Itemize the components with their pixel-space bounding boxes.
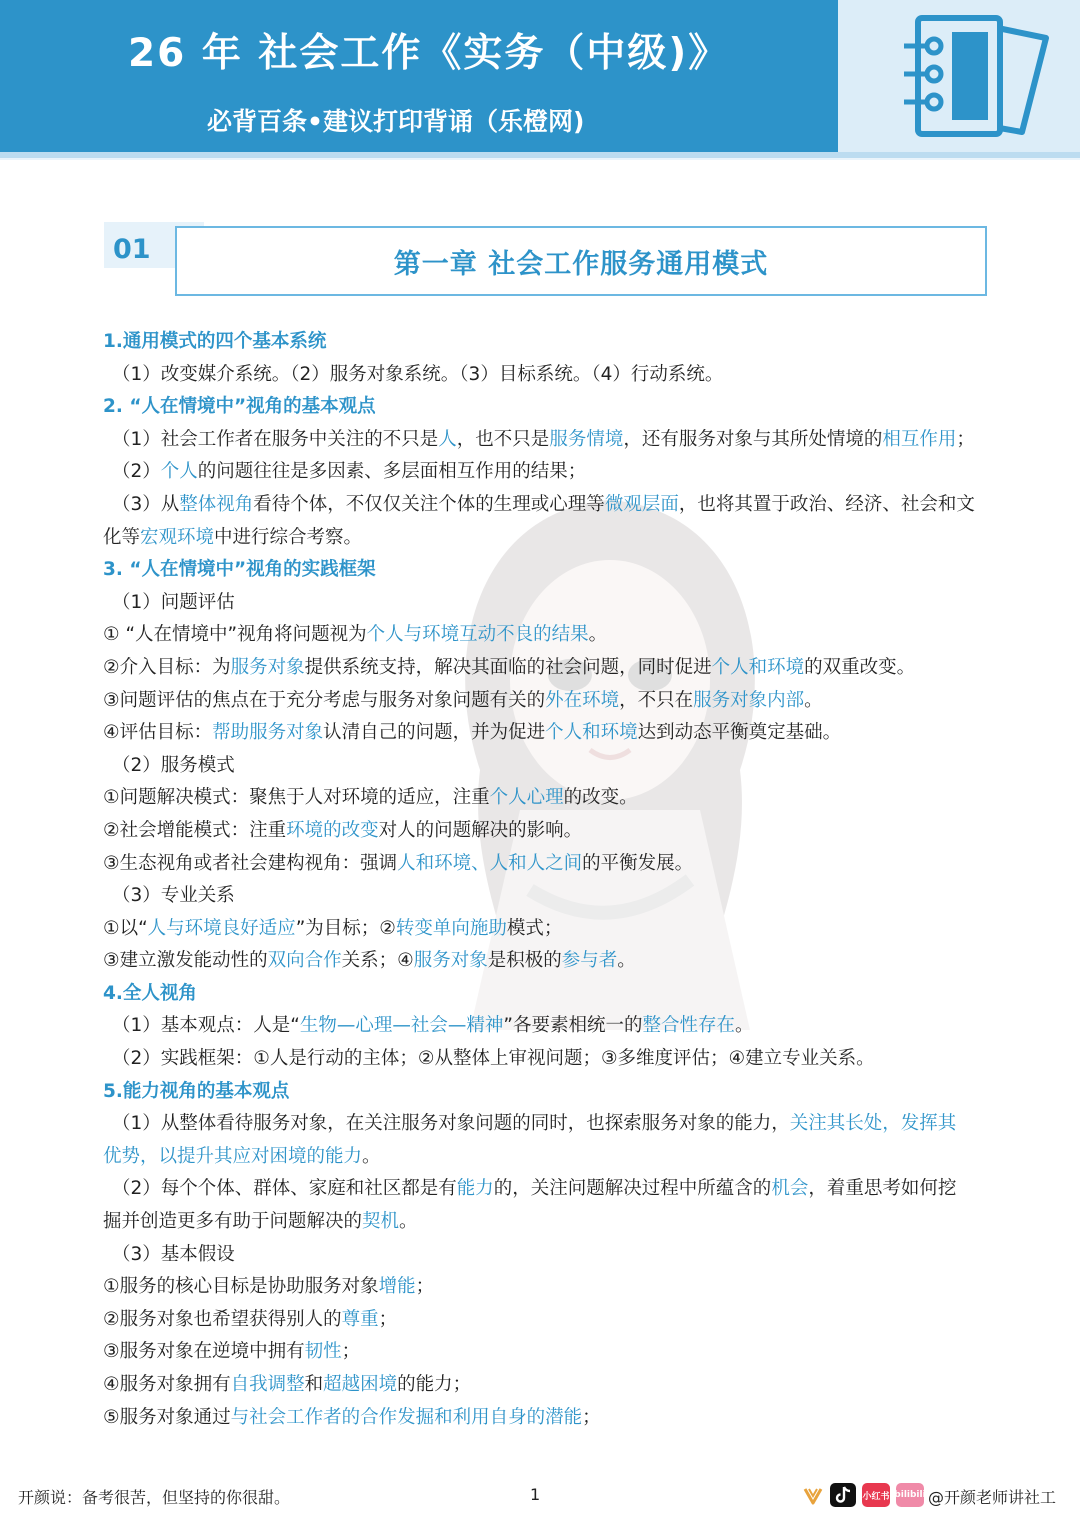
line-text: 关系；④ bbox=[341, 950, 414, 972]
bilibili-label: bilibili bbox=[894, 1490, 926, 1500]
highlight-text: 个人 bbox=[160, 461, 198, 483]
line-text: ③建立激发能动性的 bbox=[103, 950, 268, 972]
line-text: ，也将其置于政治、经济、社会和文 bbox=[678, 493, 975, 515]
line-text: （3）基本假设 bbox=[112, 1243, 235, 1265]
line-text: 。 bbox=[617, 950, 636, 972]
header bbox=[0, 0, 1080, 160]
line-text: ”为目标；② bbox=[295, 917, 396, 939]
line-text: （3）专业关系 bbox=[112, 885, 235, 907]
line-text: ③生态视角或者社会建构视角：强调 bbox=[103, 852, 398, 874]
line-text: ，也不只是 bbox=[456, 428, 550, 450]
highlight-text: 人与环境良好适应 bbox=[147, 917, 296, 939]
line-text: ； bbox=[378, 1308, 398, 1330]
line-text: 中进行综合考察。 bbox=[214, 526, 363, 548]
line-text: 5.能力视角的基本观点 bbox=[103, 1080, 290, 1102]
line-text: 的，关注问题解决过程中所蕴含的 bbox=[493, 1178, 772, 1200]
line-text: ②服务对象也希望获得别人的 bbox=[103, 1308, 342, 1330]
line-text: 2. “人在情境中”视角的基本观点 bbox=[103, 396, 376, 418]
line-text: （2）实践框架：①人是行动的主体；②从整体上审视问题；③多维度评估；④建立专业关系。 bbox=[112, 1048, 875, 1070]
line-text: ⑤服务对象通过 bbox=[103, 1406, 231, 1428]
xiaohongshu-icon bbox=[862, 1483, 890, 1507]
content-line bbox=[103, 1271, 993, 1304]
highlight-text: 优势，以提升其应对困境的能力 bbox=[103, 1145, 363, 1167]
content-line bbox=[103, 880, 993, 913]
line-text: 提供系统支持，解决其面临的社会问题，同时促进 bbox=[304, 656, 712, 678]
content-line bbox=[103, 522, 993, 555]
line-text: ②介入目标：为 bbox=[103, 656, 231, 678]
highlight-text: 能力 bbox=[456, 1178, 494, 1200]
footer-account: @开颜老师讲社工 bbox=[928, 1488, 1057, 1507]
line-text: 。 bbox=[399, 1211, 418, 1233]
line-text: ③问题评估的焦点在于充分考虑与服务对象问题有关的 bbox=[103, 689, 546, 711]
line-text: ③服务对象在逆境中拥有 bbox=[103, 1341, 305, 1363]
content-line bbox=[103, 1206, 993, 1239]
line-text: （1）问题评估 bbox=[112, 591, 235, 613]
section-heading bbox=[103, 554, 993, 587]
bilibili-icon bbox=[896, 1483, 924, 1507]
line-text: ； bbox=[415, 1276, 435, 1298]
line-text: 的能力； bbox=[397, 1374, 472, 1395]
line-text: 4.全人视角 bbox=[103, 982, 197, 1004]
line-text: 掘并创造更多有助于问题解决的 bbox=[103, 1211, 363, 1233]
content-line bbox=[103, 1108, 993, 1141]
content-line bbox=[103, 815, 993, 848]
line-text: 模式； bbox=[506, 917, 563, 939]
highlight-text: 与社会工作者的合作发掘和利用自身的潜能 bbox=[230, 1406, 583, 1428]
highlight-text: 尊重 bbox=[341, 1308, 379, 1330]
section-heading bbox=[103, 978, 993, 1011]
line-text: （1）社会工作者在服务中关注的不只是 bbox=[112, 428, 439, 450]
content-line bbox=[103, 1141, 993, 1174]
highlight-text: 参与者 bbox=[561, 950, 618, 972]
content-line bbox=[103, 456, 993, 489]
line-text: 的问题往往是多因素、多层面相互作用的结果； bbox=[197, 461, 587, 483]
line-text: 3. “人在情境中”视角的实践框架 bbox=[103, 559, 376, 581]
content-line bbox=[103, 652, 993, 685]
highlight-text: 服务对象 bbox=[230, 656, 305, 678]
highlight-text: 宏观环境 bbox=[140, 526, 215, 548]
highlight-text: 双向合作 bbox=[267, 950, 342, 972]
line-text: 1.通用模式的四个基本系统 bbox=[103, 331, 327, 352]
highlight-text: 契机 bbox=[362, 1211, 400, 1233]
chapter-box bbox=[175, 226, 987, 296]
line-text: （1）改变媒介系统。（2）服务对象系统。（3）目标系统。（4）行动系统。 bbox=[112, 363, 724, 385]
highlight-text: 服务对象 bbox=[413, 950, 488, 972]
section-heading bbox=[103, 391, 993, 424]
highlight-text: 服务对象内部 bbox=[693, 689, 805, 711]
highlight-text: 个人和环境 bbox=[711, 656, 805, 678]
highlight-text: 自我调整 bbox=[230, 1374, 305, 1395]
line-text: ④评估目标： bbox=[103, 722, 213, 744]
line-text: 的双重改变。 bbox=[804, 656, 916, 678]
content-line bbox=[103, 1369, 993, 1402]
line-text: ，不只在 bbox=[619, 689, 694, 711]
line-text: （2）服务模式 bbox=[112, 754, 235, 776]
content-line bbox=[103, 848, 993, 881]
content-line bbox=[103, 1239, 993, 1272]
line-text: ”各要素相统一的 bbox=[503, 1015, 643, 1037]
content-line bbox=[103, 1010, 993, 1043]
line-text: ②社会增能模式：注重 bbox=[103, 819, 287, 841]
highlight-text: 人 bbox=[438, 428, 457, 450]
line-text: 。 bbox=[734, 1015, 754, 1037]
line-text: ①服务的核心目标是协助服务对象 bbox=[103, 1276, 379, 1298]
content-line bbox=[103, 1304, 993, 1337]
page-number: 1 bbox=[530, 1485, 541, 1504]
line-text: ④服务对象拥有 bbox=[103, 1374, 231, 1395]
highlight-text: 生物—心理—社会—精神 bbox=[299, 1015, 504, 1037]
line-text: ①问题解决模式：聚焦于人对环境的适应，注重 bbox=[103, 787, 490, 809]
line-text: ，还有服务对象与其所处情境的 bbox=[623, 428, 883, 450]
line-text: 看待个体，不仅仅关注个体的生理或心理等 bbox=[253, 493, 605, 515]
content-line bbox=[103, 619, 993, 652]
chapter-number: 01 bbox=[113, 234, 151, 265]
highlight-text: 人和环境、人和人之间 bbox=[397, 852, 583, 874]
line-text: 化等 bbox=[103, 526, 141, 548]
highlight-text: 个人与环境互动不良的结果 bbox=[366, 624, 589, 646]
section-heading bbox=[103, 1076, 993, 1109]
section-heading bbox=[103, 326, 993, 359]
highlight-text: 关注其长处，发挥其 bbox=[789, 1113, 957, 1135]
social-icons bbox=[802, 1482, 924, 1508]
highlight-text: 帮助服务对象 bbox=[212, 722, 324, 744]
highlight-text: 相互作用 bbox=[882, 428, 957, 450]
highlight-text: 个人心理 bbox=[489, 787, 564, 809]
highlight-text: 服务情境 bbox=[549, 428, 624, 450]
line-text: ； bbox=[956, 428, 975, 450]
line-text: 是积极的 bbox=[487, 950, 562, 972]
page-subtitle: 必背百条•建议打印背诵（乐橙网) bbox=[207, 107, 585, 136]
highlight-text: 机会 bbox=[771, 1178, 809, 1200]
line-text: 认清自己的问题，并为促进 bbox=[323, 722, 546, 744]
line-text: 。 bbox=[804, 689, 823, 711]
xiaohongshu-label: 小红书 bbox=[862, 1491, 890, 1502]
highlight-text: 个人和环境 bbox=[545, 722, 638, 744]
content-line bbox=[103, 359, 993, 392]
tiktok-icon bbox=[830, 1483, 856, 1507]
line-text: ，着重思考如何挖 bbox=[808, 1178, 957, 1200]
line-text: ； bbox=[582, 1406, 601, 1428]
content-line bbox=[103, 782, 993, 815]
highlight-text: 环境的改变 bbox=[286, 819, 379, 841]
line-text: 和 bbox=[304, 1374, 324, 1395]
line-text: 的平衡发展。 bbox=[582, 852, 694, 874]
content-line bbox=[103, 717, 993, 750]
line-text: 达到动态平衡奠定基础。 bbox=[637, 722, 842, 744]
highlight-text: 外在环境 bbox=[545, 689, 620, 711]
highlight-text: 超越困境 bbox=[323, 1374, 398, 1395]
highlight-text: 增能 bbox=[378, 1276, 416, 1298]
line-text: 对人的问题解决的影响。 bbox=[378, 819, 583, 841]
highlight-text: 整合性存在 bbox=[642, 1015, 735, 1037]
weibo-icon bbox=[802, 1483, 824, 1507]
content-line bbox=[103, 489, 993, 522]
content-line bbox=[103, 1336, 993, 1369]
content-line bbox=[103, 1043, 993, 1076]
content-area bbox=[103, 326, 993, 1434]
content-line bbox=[103, 685, 993, 718]
content-line bbox=[103, 913, 993, 946]
line-text: 。 bbox=[588, 624, 608, 646]
line-text: 。 bbox=[362, 1145, 381, 1167]
line-text: 的改变。 bbox=[563, 787, 638, 809]
header-stripe bbox=[0, 152, 1080, 158]
line-text: （1）基本观点：人是“ bbox=[112, 1015, 300, 1037]
line-text: ； bbox=[341, 1341, 361, 1363]
chapter-title: 第一章 社会工作服务通用模式 bbox=[393, 248, 769, 280]
content-line bbox=[103, 1402, 993, 1435]
notebook-icon bbox=[900, 14, 1050, 140]
page-title: 26 年 社会工作《实务（中级)》 bbox=[128, 31, 730, 76]
content-line bbox=[103, 1173, 993, 1206]
line-text: ①以“ bbox=[103, 917, 148, 939]
content-line bbox=[103, 587, 993, 620]
line-text: （2）每个个体、群体、家庭和社区都是有 bbox=[112, 1178, 457, 1200]
highlight-text: 转变单向施助 bbox=[395, 917, 507, 939]
footer-motto: 开颜说：备考很苦，但坚持的你很甜。 bbox=[18, 1488, 291, 1507]
highlight-text: 微观层面 bbox=[604, 493, 679, 515]
line-text: （1）从整体看待服务对象，在关注服务对象问题的同时，也探索服务对象的能力， bbox=[112, 1113, 790, 1135]
highlight-text: 韧性 bbox=[304, 1341, 342, 1363]
content-line bbox=[103, 945, 993, 978]
line-text: （3）从 bbox=[112, 493, 180, 515]
content-line bbox=[103, 750, 993, 783]
line-text: （2） bbox=[112, 461, 161, 483]
content-line bbox=[103, 424, 993, 457]
highlight-text: 整体视角 bbox=[179, 493, 254, 515]
line-text: ① “人在情境中”视角将问题视为 bbox=[103, 624, 367, 646]
